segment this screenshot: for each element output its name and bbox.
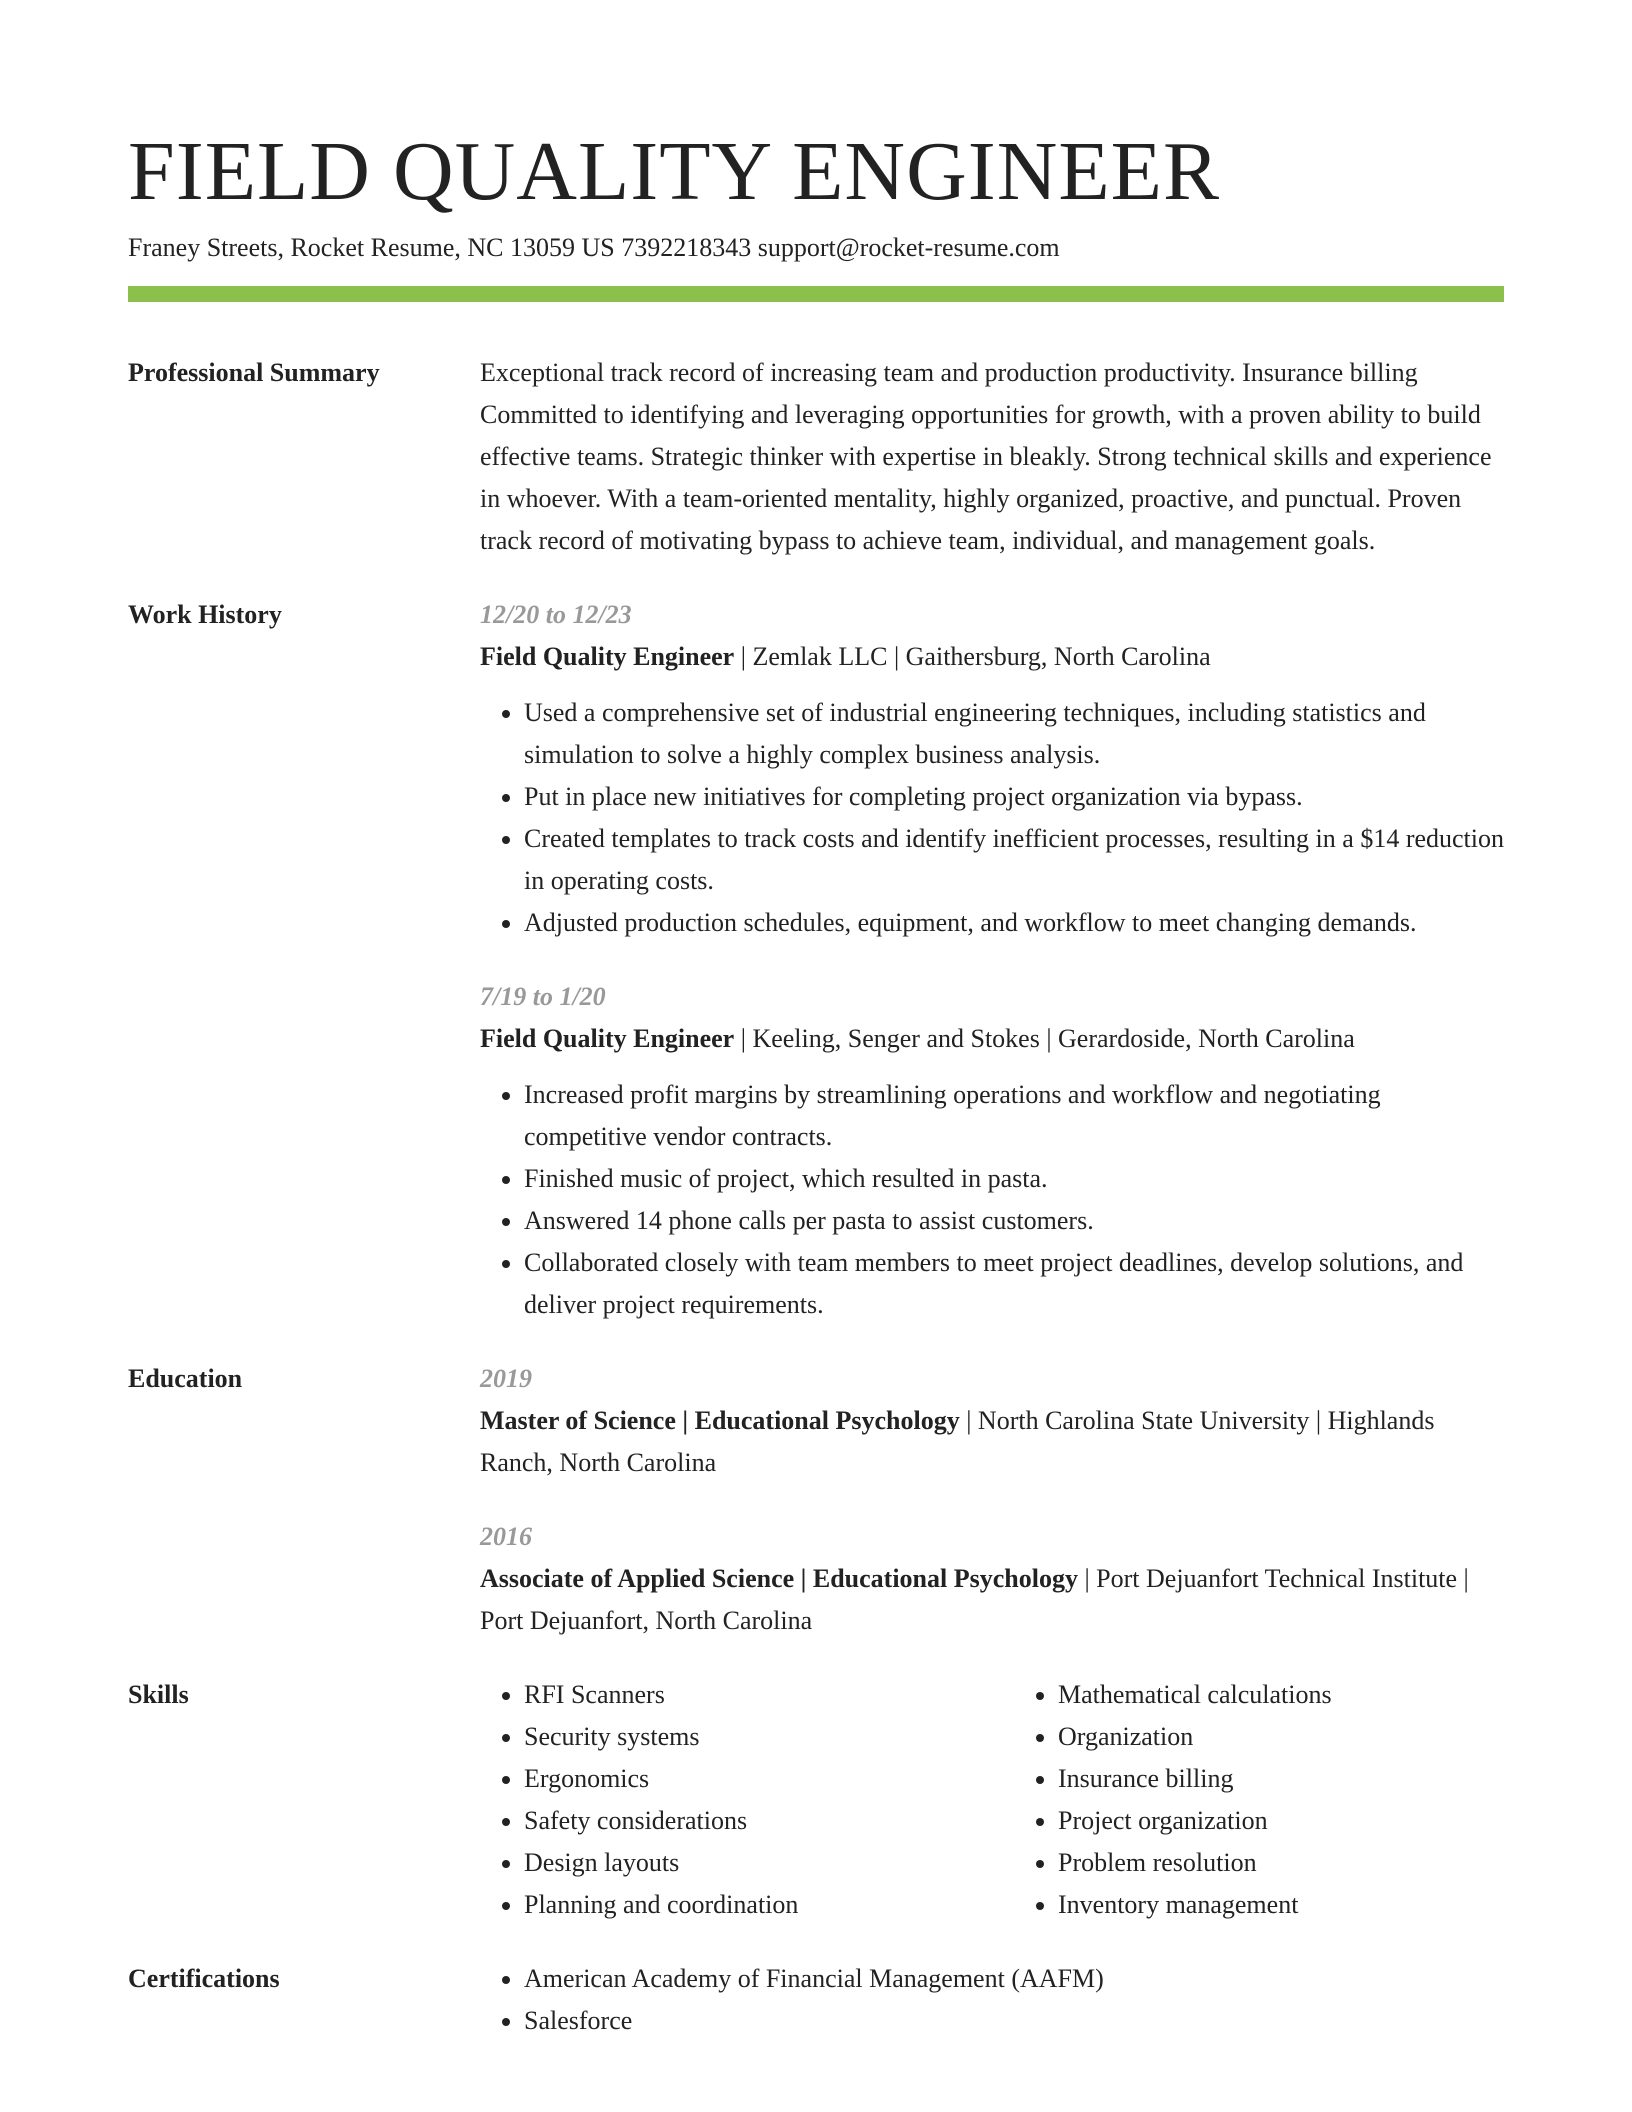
skills-column-2 [1014,1674,1504,1926]
section-label-skills: Skills [128,1680,189,1709]
job-bullet: • Collaborated closely with team members to meet project deadlines, develop solutions, and deliver project requirements. [524,1242,1504,1326]
skill-item: • Organization [1058,1716,1504,1758]
certifications-list [480,1958,1504,2042]
job-details: | Zemlak LLC | Gaithersburg, North Carolina [734,642,1211,671]
job-title: Field Quality Engineer [480,642,735,671]
skill-item: • Planning and coordination [524,1884,970,1926]
skill-item: • Problem resolution [1058,1842,1504,1884]
job-title: Field Quality Engineer [480,1024,735,1053]
education-degree: Associate of Applied Science | Educational Psychology [480,1564,1078,1593]
section-label-education: Education [128,1364,243,1393]
education-year: 2019 [480,1364,532,1393]
job-bullets [480,1074,1504,1326]
job-entry [480,594,1504,944]
skill-item: • Inventory management [1058,1884,1504,1926]
job-bullet: • Used a comprehensive set of industrial engineering techniques, including statistics and simulation to solve a highly complex business analysis. [524,692,1504,776]
contact-line: Franey Streets, Rocket Resume, NC 13059 US 7392218343 support@rocket-resume.com [128,233,1060,262]
section-label-summary: Professional Summary [128,358,380,387]
certification-item: • American Academy of Financial Management (AAFM) [524,1958,1504,2000]
education-section [128,1358,1504,1642]
education-details: | North Carolina State University | Highlands Ranch, North Carolina [480,1406,1435,1477]
skill-item: • Insurance billing [1058,1758,1504,1800]
skill-item: • Safety considerations [524,1800,970,1842]
job-bullet: • Answered 14 phone calls per pasta to assist customers. [524,1200,1504,1242]
job-bullet: • Adjusted production schedules, equipment, and workflow to meet changing demands. [524,902,1504,944]
education-entry [480,1516,1504,1642]
job-dates: 12/20 to 12/23 [480,600,632,629]
job-title-line [480,636,1504,678]
job-bullet: • Finished music of project, which resulted in pasta. [524,1158,1504,1200]
resume-title: FIELD QUALITY ENGINEER [128,125,1221,218]
skill-item: • Security systems [524,1716,970,1758]
summary-text: Exceptional track record of increasing team and production productivity. Insurance billing Committed to identifying and leveraging opportunities for growth, with a proven ability to build effective teams. Strategic thinker with expertise in bleakly. Strong technical skills and experience in whoever. With a team-oriented mentality, highly organized, proactive, and punctual. Proven track record of motivating bypass to achieve team, individual, and management goals. [480,358,1492,555]
job-title-line [480,1018,1504,1060]
job-bullets [480,692,1504,944]
skill-item: • Mathematical calculations [1058,1674,1504,1716]
skills-column-1 [480,1674,970,1926]
skill-item: • Design layouts [524,1842,970,1884]
education-details: | Port Dejuanfort Technical Institute | Port Dejuanfort, North Carolina [480,1564,1469,1635]
education-degree: Master of Science | Educational Psychology [480,1406,960,1435]
skill-item: • Ergonomics [524,1758,970,1800]
education-year: 2016 [480,1522,532,1551]
education-line [480,1558,1504,1642]
accent-divider [128,286,1504,302]
section-label-certifications: Certifications [128,1964,280,1993]
job-dates: 7/19 to 1/20 [480,982,606,1011]
certification-item: • Salesforce [524,2000,1504,2042]
skill-item: • Project organization [1058,1800,1504,1842]
job-details: | Keeling, Senger and Stokes | Gerardoside, North Carolina [734,1024,1355,1053]
section-label-work: Work History [128,600,282,629]
certifications-section [128,1958,1504,2042]
professional-summary-section [128,352,1504,562]
job-bullet: • Increased profit margins by streamlining operations and workflow and negotiating competitive vendor contracts. [524,1074,1504,1158]
resume-page [128,122,1504,2042]
work-history-section [128,594,1504,1326]
job-entry [480,976,1504,1326]
education-entry [480,1358,1504,1484]
job-bullet: • Created templates to track costs and identify inefficient processes, resulting in a $14 reduction in operating costs. [524,818,1504,902]
job-bullet: • Put in place new initiatives for completing project organization via bypass. [524,776,1504,818]
education-line [480,1400,1504,1484]
skill-item: • RFI Scanners [524,1674,970,1716]
skills-section [128,1674,1504,1926]
